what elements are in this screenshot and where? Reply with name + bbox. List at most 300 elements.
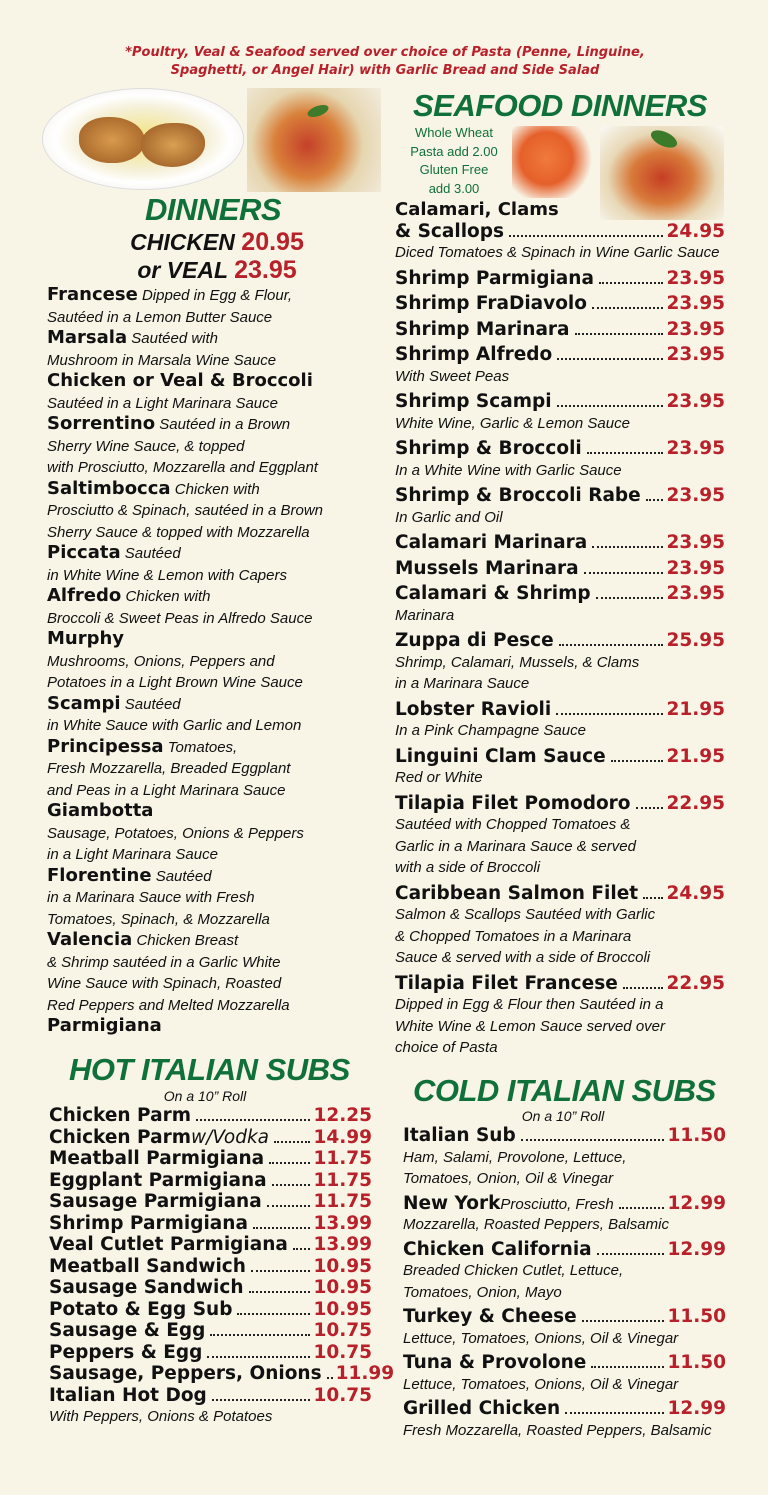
dinner-line [47, 456, 379, 478]
item-description: With Sweet Peas [395, 367, 510, 385]
dot-leader [646, 499, 664, 501]
hot-sub-item [49, 1170, 372, 1192]
dinner-description: & Shrimp sautéed in a Garlic White [47, 953, 281, 971]
item-price: 21.95 [666, 698, 725, 720]
dinner-line [47, 800, 379, 822]
seafood-item [395, 558, 725, 580]
item-price: 24.95 [666, 882, 725, 904]
dinner-item [47, 693, 379, 736]
dinner-name: Parmigiana [47, 1015, 162, 1036]
item-price: 10.95 [313, 1298, 372, 1320]
item-description: Marinara [395, 606, 455, 624]
dinner-description: and Peas in a Light Marinara Sauce [47, 781, 286, 799]
item-name: Shrimp Parmigiana [395, 267, 594, 289]
dot-leader [591, 1366, 664, 1368]
item-description: Red or White [395, 769, 483, 786]
dot-leader [582, 1320, 665, 1322]
item-name: Potato & Egg Sub [49, 1298, 233, 1320]
cold-sub-item [403, 1193, 726, 1236]
hot-subs-list [49, 1105, 395, 1428]
item-description: choice of Pasta [395, 1039, 498, 1056]
dinner-description: Sausage, Potatoes, Onions & Peppers [47, 824, 304, 842]
dot-leader [597, 1253, 665, 1255]
dinners-list [47, 284, 379, 1037]
dinner-description: Sautéed in a Lemon Butter Sauce [47, 308, 273, 326]
dinner-description: Mushrooms, Onions, Peppers and [47, 652, 275, 670]
item-price-row [395, 391, 725, 413]
seafood-dinners-title: SEAFOOD DINNERS [413, 88, 707, 123]
item-description: & Chopped Tomatoes in a Marinara [395, 927, 632, 945]
item-price: 11.50 [667, 1306, 726, 1327]
chicken-francese-plate-photo [42, 88, 244, 190]
item-description: Tomatoes, Onion, Oil & Vinegar [403, 1170, 614, 1187]
item-description: Ham, Salami, Provolone, Lettuce, [403, 1148, 627, 1166]
item-price: 23.95 [666, 557, 725, 579]
seafood-item [395, 438, 725, 481]
item-description: Sauce & served with a side of Broccoli [395, 949, 651, 966]
dinner-name: Marsala [47, 327, 128, 348]
item-price-row [395, 532, 725, 554]
dot-leader [619, 1207, 665, 1209]
item-name: & Scallops [395, 220, 504, 242]
item-price-row [49, 1299, 372, 1321]
item-price: 10.95 [313, 1277, 372, 1298]
dinner-description: Tomatoes, Spinach, & Mozzarella [47, 910, 270, 928]
chicken-price: 20.95 [241, 228, 304, 256]
dot-leader [269, 1162, 310, 1164]
dinner-description: in a Light Marinara Sauce [47, 846, 218, 863]
pasta-dish-photo [247, 88, 381, 192]
item-name: Caribbean Salmon Filet [395, 882, 639, 904]
hot-sub-item [49, 1320, 372, 1342]
dinner-line [47, 822, 379, 844]
dinner-description: Wine Sauce with Spinach, Roasted [47, 975, 282, 992]
dinner-description: Prosciutto & Spinach, sautéed in a Brown [47, 502, 323, 519]
item-price: 12.99 [667, 1398, 726, 1419]
item-price-row [395, 558, 725, 580]
dinner-name: Murphy [47, 628, 125, 649]
dinner-line [47, 886, 379, 908]
item-description: Breaded Chicken Cutlet, Lettuce, [403, 1262, 624, 1279]
dinner-name: Alfredo [47, 585, 122, 606]
item-price: 12.99 [667, 1192, 726, 1214]
item-name: Turkey & Cheese [403, 1306, 577, 1327]
item-price: 11.75 [313, 1191, 372, 1212]
dinner-line [47, 908, 379, 930]
item-price: 23.95 [666, 391, 725, 412]
dinner-name: Sorrentino [47, 413, 156, 434]
item-price-row [395, 583, 725, 605]
item-name: Italian Hot Dog [49, 1384, 207, 1406]
dinner-line [47, 736, 379, 758]
dinner-line [47, 542, 379, 564]
hot-sub-item [49, 1191, 372, 1213]
hot-sub-item [49, 1127, 372, 1149]
item-name: Shrimp Scampi [395, 391, 552, 412]
item-description: Sautéed with Chopped Tomatoes & [395, 816, 631, 833]
item-name: Sausage, Peppers, Onions [49, 1363, 322, 1384]
item-name: Veal Cutlet Parmigiana [49, 1234, 288, 1255]
item-price: 23.95 [666, 344, 725, 365]
item-description: Dipped in Egg & Flour then Sautéed in a [395, 996, 664, 1013]
item-price: 25.95 [666, 630, 725, 651]
item-name: Grilled Chicken [403, 1398, 561, 1419]
item-price: 11.75 [313, 1148, 372, 1169]
dot-leader [274, 1141, 310, 1143]
dinner-name: Piccata [47, 542, 121, 563]
seafood-item [395, 793, 725, 879]
seafood-item [395, 199, 725, 264]
item-name: Sausage Parmigiana [49, 1191, 262, 1212]
dinner-description: Mushroom in Marsala Wine Sauce [47, 351, 277, 369]
item-price-row [49, 1127, 372, 1149]
hot-subs-roll-note: On a 10” Roll [163, 1088, 247, 1104]
item-price-row [395, 883, 725, 905]
shrimp-photo [512, 126, 598, 198]
item-name: Zuppa di Pesce [395, 630, 554, 651]
item-name: Calamari, Clams [395, 199, 559, 220]
dinner-line [47, 306, 379, 328]
item-price: 10.95 [313, 1255, 372, 1277]
item-price-row [395, 293, 725, 315]
dinner-description: in a Marinara Sauce with Fresh [47, 889, 255, 906]
dinner-description: in White Wine & Lemon with Capers [47, 566, 287, 584]
hot-sub-item [49, 1342, 372, 1364]
dinner-line [47, 757, 379, 779]
dinner-line [47, 392, 379, 414]
item-name: Lobster Ravioli [395, 698, 552, 720]
dinner-name: Scampi [47, 692, 121, 714]
dinner-item [47, 736, 379, 801]
item-description: Lettuce, Tomatoes, Onions, Oil & Vinegar [403, 1375, 679, 1393]
dinner-description: with Prosciutto, Mozzarella and Eggplant [47, 459, 318, 476]
dot-leader [636, 807, 664, 809]
dinner-item [47, 284, 379, 327]
dinner-line [47, 435, 379, 457]
seafood-item [395, 746, 725, 789]
cold-sub-item [403, 1398, 726, 1441]
item-price-row [49, 1320, 372, 1342]
hot-sub-item [49, 1385, 372, 1428]
item-name: Shrimp & Broccoli Rabe [395, 485, 641, 506]
dinner-description: Red Peppers and Melted Mozzarella [47, 996, 290, 1014]
dot-leader [623, 987, 664, 989]
hot-sub-item [49, 1299, 372, 1321]
dinner-description: Sherry Wine Sauce, & topped [47, 437, 245, 455]
item-description: In Garlic and Oil [395, 508, 503, 526]
item-name: Italian Sub [403, 1125, 516, 1146]
item-price-row [395, 221, 725, 243]
dinner-line [47, 564, 379, 586]
veal-price-line [112, 256, 322, 285]
dot-leader [643, 897, 663, 899]
dinner-description: Dipped in Egg & Flour, [137, 287, 293, 304]
item-price-row [49, 1256, 372, 1278]
dinner-line [47, 951, 379, 973]
hot-subs-title: HOT ITALIAN SUBS [69, 1052, 350, 1087]
dinner-description: Chicken Breast [132, 932, 239, 949]
dinner-item [47, 1015, 379, 1037]
item-name: Meatball Parmigiana [49, 1148, 265, 1169]
item-name: Calamari & Shrimp [395, 583, 591, 604]
item-description: Salmon & Scallops Sautéed with Garlic [395, 906, 656, 923]
dinner-line [47, 349, 379, 371]
item-price-row [49, 1105, 372, 1127]
dot-leader [556, 713, 663, 715]
item-price: 23.95 [666, 438, 725, 459]
cold-sub-item [403, 1306, 726, 1349]
dinner-line [47, 585, 379, 607]
item-description: Lettuce, Tomatoes, Onions, Oil & Vinegar [403, 1329, 679, 1347]
item-price: 10.75 [313, 1341, 372, 1363]
item-description: Shrimp, Calamari, Mussels, & Clams [395, 653, 640, 671]
dot-leader [557, 358, 663, 360]
item-price: 23.95 [666, 293, 725, 314]
dinner-name: Giambotta [47, 800, 154, 821]
item-name: Chicken Parm [49, 1126, 191, 1148]
item-name: Linguini Clam Sauce [395, 745, 606, 767]
hot-sub-item [49, 1148, 372, 1170]
item-price: 22.95 [666, 792, 725, 814]
dinner-description: Sautéed [120, 695, 181, 713]
item-description: In a Pink Champagne Sauce [395, 722, 586, 739]
item-price-row [49, 1170, 372, 1192]
item-price: 14.99 [313, 1126, 372, 1148]
cold-subs-list [403, 1125, 726, 1441]
item-description: Fresh Mozzarella, Roasted Peppers, Balsamic [403, 1421, 712, 1439]
dot-leader [196, 1119, 311, 1121]
dot-leader [207, 1356, 310, 1358]
item-name: Chicken Parm [49, 1105, 191, 1126]
item-name: Sausage & Egg [49, 1320, 206, 1341]
item-name: Tuna & Provolone [403, 1352, 587, 1373]
hot-sub-item [49, 1105, 372, 1127]
item-name: Shrimp Alfredo [395, 344, 553, 365]
dot-leader [584, 572, 664, 574]
veal-price: 23.95 [234, 256, 297, 284]
item-name: Sausage Sandwich [49, 1277, 244, 1298]
item-price-row [49, 1148, 372, 1170]
item-price-row [403, 1306, 726, 1328]
dinner-item [47, 929, 379, 1015]
cold-sub-item [403, 1352, 726, 1395]
dinner-line [47, 779, 379, 801]
dot-leader [210, 1334, 310, 1336]
item-name: Tilapia Filet Francese [395, 972, 618, 994]
dinner-name: Valencia [47, 929, 133, 950]
dot-leader [557, 405, 664, 407]
chicken-price-line [112, 228, 322, 257]
dinner-description: Tomatoes, [163, 738, 238, 756]
item-price: 12.25 [313, 1105, 372, 1126]
item-price-row [49, 1342, 372, 1364]
item-name: Peppers & Egg [49, 1341, 203, 1363]
item-name: Calamari Marinara [395, 532, 588, 553]
dinner-item [47, 628, 379, 693]
item-name-line [395, 199, 725, 221]
dot-leader [592, 546, 663, 548]
item-price: 23.95 [666, 532, 725, 553]
dinner-line [47, 628, 379, 650]
seafood-item [395, 699, 725, 742]
item-description: Diced Tomatoes & Spinach in Wine Garlic Sauce [395, 244, 720, 261]
item-price-row [403, 1125, 726, 1147]
dinner-line [47, 650, 379, 672]
item-price: 11.75 [313, 1169, 372, 1191]
dot-leader [249, 1291, 311, 1293]
dot-leader [293, 1248, 311, 1250]
dinner-line [47, 499, 379, 521]
dot-leader [599, 282, 664, 284]
dinner-line [47, 843, 379, 865]
dinner-line [47, 865, 379, 887]
item-price: 13.99 [313, 1234, 372, 1255]
item-price: 21.95 [666, 745, 725, 767]
item-price: 10.75 [313, 1320, 372, 1341]
dinner-description: Sherry Sauce & topped with Mozzarella [47, 523, 310, 541]
hot-sub-item [49, 1234, 372, 1256]
item-description: Garlic in a Marinara Sauce & served [395, 837, 636, 855]
veal-label: or VEAL [137, 257, 228, 283]
item-price-row [395, 699, 725, 721]
item-price-row [395, 793, 725, 815]
hot-sub-item [49, 1363, 395, 1385]
dot-leader [251, 1270, 311, 1272]
seafood-item [395, 319, 725, 341]
dinner-description: Chicken with [121, 588, 211, 605]
dot-leader [509, 235, 663, 237]
seafood-list [395, 199, 725, 1059]
item-price: 13.99 [313, 1212, 372, 1234]
hot-sub-item [49, 1277, 372, 1299]
item-description: with a side of Broccoli [395, 859, 541, 876]
dinner-item [47, 370, 379, 413]
seafood-item [395, 268, 725, 290]
dinner-line [47, 994, 379, 1016]
seafood-item [395, 485, 725, 528]
item-price-row [49, 1191, 372, 1213]
dot-leader [521, 1139, 665, 1141]
seafood-item [395, 344, 725, 387]
hot-sub-item [49, 1256, 372, 1278]
dinner-description: Sautéed with [127, 330, 219, 347]
item-description: Prosciutto, Fresh [500, 1195, 614, 1213]
item-description: In a White Wine with Garlic Sauce [395, 461, 622, 479]
item-name: Mussels Marinara [395, 557, 579, 579]
dinners-title: DINNERS [145, 192, 282, 227]
dinner-description: Potatoes in a Light Brown Wine Sauce [47, 674, 303, 691]
dot-leader [212, 1399, 311, 1401]
item-price-row [49, 1363, 395, 1385]
item-price: 23.95 [666, 318, 725, 340]
item-price: 10.75 [313, 1384, 372, 1406]
dinner-line [47, 284, 379, 306]
item-description: White Wine, Garlic & Lemon Sauce [395, 414, 630, 432]
item-price-row [49, 1213, 372, 1235]
cold-subs-title: COLD ITALIAN SUBS [413, 1073, 716, 1108]
item-description: Tomatoes, Onion, Mayo [403, 1283, 562, 1301]
dot-leader [575, 333, 664, 335]
item-price-row [395, 973, 725, 995]
item-price: 23.95 [666, 583, 725, 604]
item-price-row [395, 438, 725, 460]
item-price: 23.95 [666, 485, 725, 506]
item-name: Tilapia Filet Pomodoro [395, 792, 631, 814]
item-price-row [395, 630, 725, 652]
dinner-description: Sautéed in a Light Marinara Sauce [47, 394, 278, 412]
item-price-row [403, 1193, 726, 1215]
dot-leader [587, 452, 664, 454]
item-name: Shrimp Parmigiana [49, 1212, 248, 1234]
dinner-description: Chicken with [170, 480, 260, 498]
item-price-row [395, 268, 725, 290]
pasta-note-line: Gluten Free [419, 162, 489, 177]
cold-sub-item [403, 1125, 726, 1190]
pasta-note-line: Pasta add 2.00 [410, 143, 498, 159]
dinner-description: Sautéed in a Brown [155, 416, 291, 433]
dinner-item [47, 542, 379, 585]
dinner-item [47, 800, 379, 865]
dinner-description: Fresh Mozzarella, Breaded Eggplant [47, 760, 291, 777]
seafood-item [395, 391, 725, 434]
item-description: White Wine & Lemon Sauce served over [395, 1017, 665, 1035]
dinner-line [47, 693, 379, 715]
item-price: 12.99 [667, 1238, 726, 1260]
dinner-name: Chicken or Veal & Broccoli [47, 370, 313, 391]
dot-leader [327, 1377, 333, 1379]
item-price-row [49, 1385, 372, 1407]
item-price: 24.95 [666, 220, 725, 242]
seafood-item [395, 973, 725, 1059]
dinner-line [47, 1015, 379, 1037]
dinner-item [47, 585, 379, 628]
dot-leader [272, 1184, 311, 1186]
item-price-row [403, 1239, 726, 1261]
dinner-line [47, 478, 379, 500]
item-price: 22.95 [666, 972, 725, 994]
cold-sub-item [403, 1239, 726, 1304]
dinner-line [47, 370, 379, 392]
dinner-item [47, 413, 379, 478]
dot-leader [592, 307, 663, 309]
dot-leader [559, 644, 664, 646]
dinner-item [47, 865, 379, 930]
dinner-description: in White Sauce with Garlic and Lemon [47, 717, 302, 734]
hot-sub-item [49, 1213, 372, 1235]
dot-leader [237, 1313, 310, 1315]
dinner-item [47, 327, 379, 370]
item-price-row [395, 344, 725, 366]
dot-leader [267, 1205, 311, 1207]
dinner-line [47, 607, 379, 629]
seafood-item [395, 293, 725, 315]
item-price-row [395, 319, 725, 341]
item-price: 23.95 [666, 267, 725, 289]
item-price-row [49, 1277, 372, 1299]
pasta-note-line: Whole Wheat [414, 125, 494, 140]
seafood-item [395, 583, 725, 626]
dinner-line [47, 671, 379, 693]
dot-leader [611, 760, 664, 762]
dinner-line [47, 521, 379, 543]
seafood-item [395, 630, 725, 695]
item-description: With Peppers, Onions & Potatoes [49, 1408, 273, 1425]
item-variant: w/Vodka [190, 1126, 270, 1148]
item-price: 11.50 [667, 1125, 726, 1146]
item-price-row [403, 1352, 726, 1374]
item-description: in a Marinara Sauce [395, 675, 530, 692]
dinner-line [47, 972, 379, 994]
